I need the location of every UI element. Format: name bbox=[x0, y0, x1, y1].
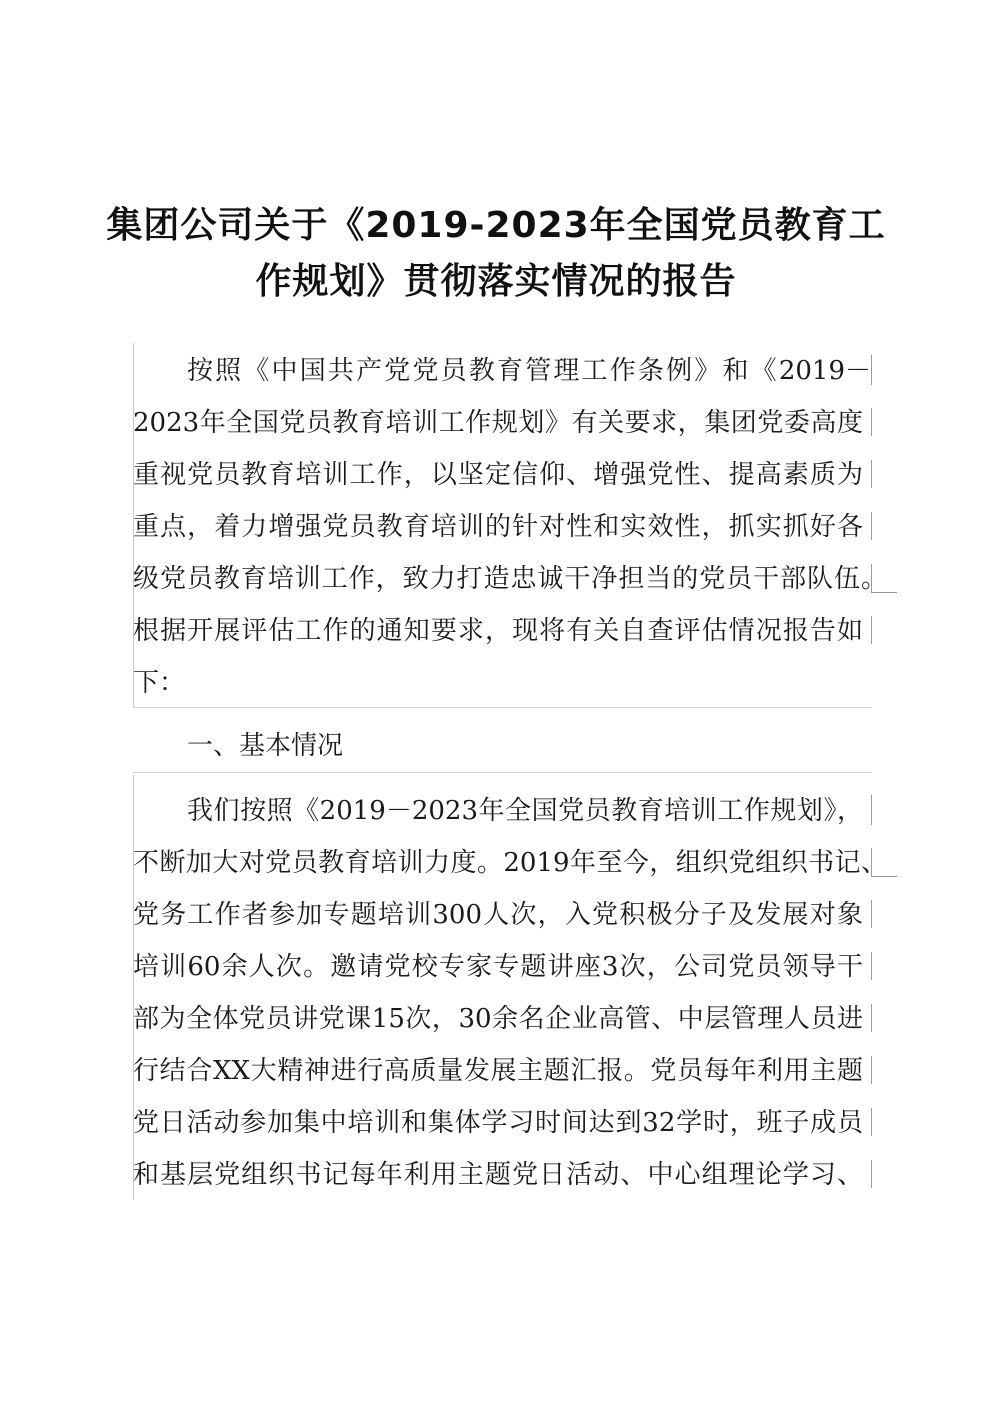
right-margin-rule bbox=[871, 355, 872, 385]
text-line: 不断加大对党员教育培训力度。2019年至今，组织党组织书记、 bbox=[133, 848, 887, 878]
text-line: 行结合XX大精神进行高质量发展主题汇报。党员每年利用主题 bbox=[133, 1056, 863, 1086]
section-heading: 一、基本情况 bbox=[187, 731, 344, 761]
text-line: 部为全体党员讲党课15次，30余名企业高管、中层管理人员进 bbox=[133, 1004, 863, 1034]
right-margin-rule bbox=[871, 1160, 872, 1188]
right-margin-rule bbox=[871, 900, 872, 928]
right-margin-rule bbox=[871, 408, 872, 436]
section-heading-block bbox=[133, 720, 871, 772]
title-line-1: 集团公司关于《2019-2023年全国党员教育工 bbox=[106, 205, 886, 246]
right-margin-rule bbox=[871, 616, 872, 644]
text-line: 2023年全国党员教育培训工作规划》有关要求，集团党委高度 bbox=[133, 408, 863, 438]
text-line: 级党员教育培训工作，致力打造忠诚干净担当的党员干部队伍。 bbox=[133, 564, 887, 594]
body-paragraph bbox=[133, 785, 887, 1201]
right-margin-rule bbox=[871, 1004, 872, 1032]
text-line: 重点，着力增强党员教育培训的针对性和实效性，抓实抓好各 bbox=[133, 512, 863, 542]
right-margin-rule bbox=[871, 1108, 872, 1136]
text-line: 党日活动参加集中培训和集体学习时间达到32学时，班子成员 bbox=[133, 1108, 863, 1138]
right-margin-rule bbox=[871, 512, 872, 540]
text-line: 党务工作者参加专题培训300人次，入党积极分子及发展对象 bbox=[133, 900, 863, 930]
intro-paragraph bbox=[133, 345, 887, 709]
right-margin-rule bbox=[871, 460, 872, 488]
text-line: 下： bbox=[133, 668, 186, 698]
text-line: 重视党员教育培训工作，以坚定信仰、增强党性、提高素质为 bbox=[133, 460, 863, 490]
right-margin-rule bbox=[871, 1056, 872, 1084]
text-line: 根据开展评估工作的通知要求，现将有关自查评估情况报告如 bbox=[133, 616, 863, 646]
paragraph-separator bbox=[133, 772, 871, 773]
document-title bbox=[100, 198, 892, 310]
right-margin-rule bbox=[871, 952, 872, 980]
text-line: 培训60余人次。邀请党校专家专题讲座3次，公司党员领导干 bbox=[133, 952, 863, 982]
text-line: 和基层党组织书记每年利用主题党日活动、中心组理论学习、 bbox=[133, 1160, 863, 1190]
title-line-2: 作规划》贯彻落实情况的报告 bbox=[255, 261, 737, 302]
right-margin-rule bbox=[871, 795, 872, 825]
text-line: 我们按照《2019－2023年全国党员教育培训工作规划》， bbox=[187, 796, 863, 826]
text-line: 按照《中国共产党党员教育管理工作条例》和《2019－ bbox=[187, 356, 871, 386]
